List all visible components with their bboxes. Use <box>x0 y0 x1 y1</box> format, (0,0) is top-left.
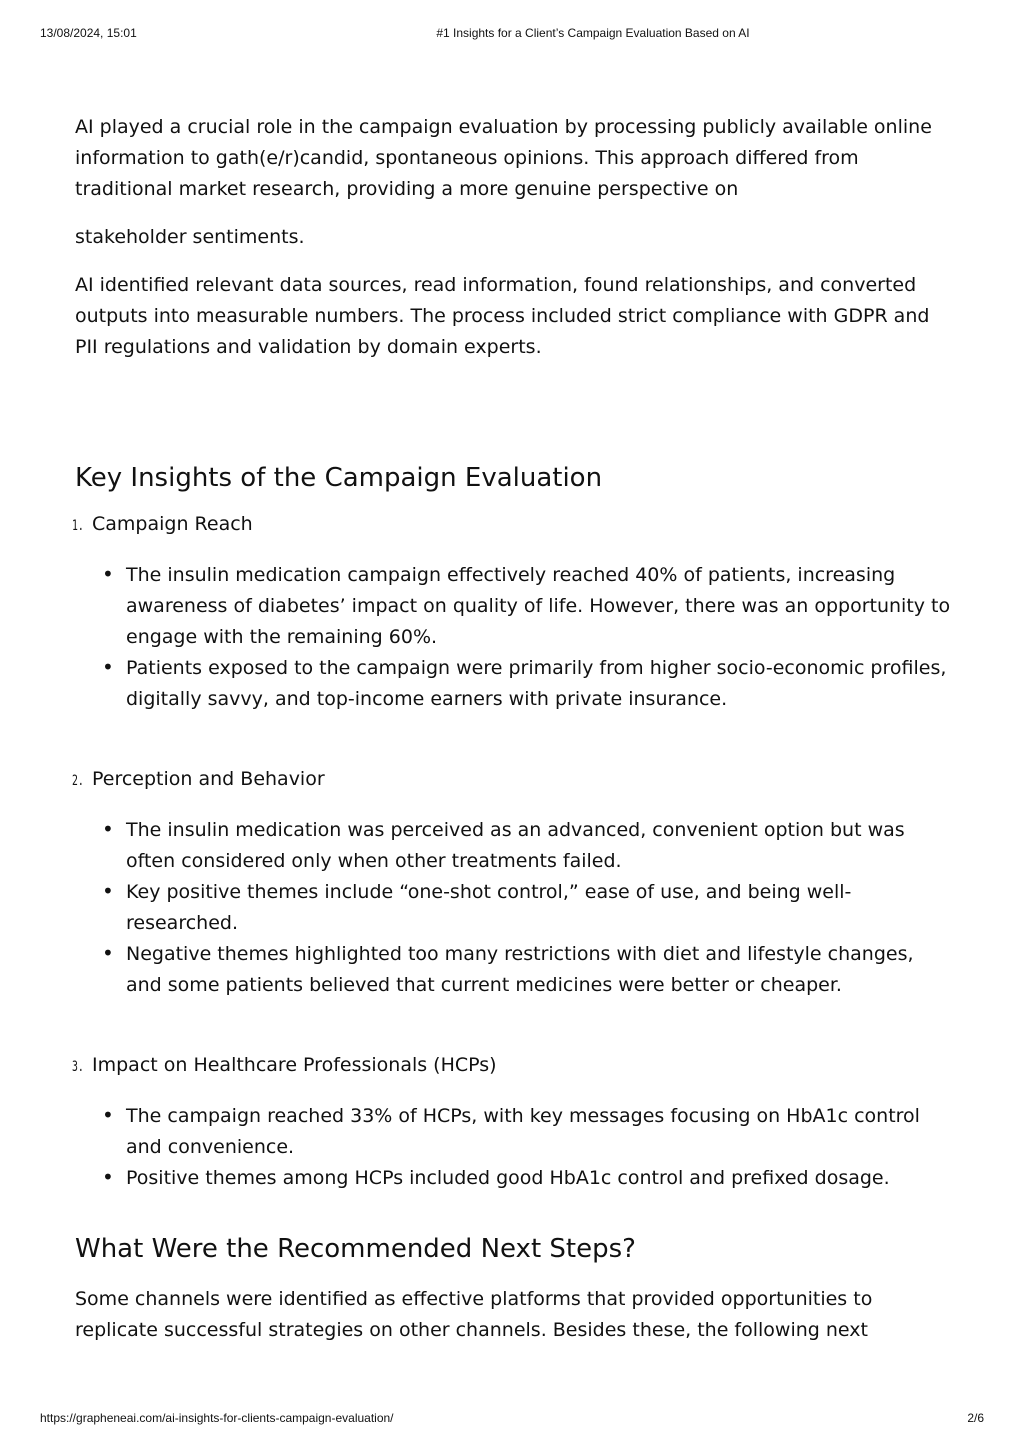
intro-paragraph-2: stakeholder sentiments. <box>75 226 305 248</box>
section-title: Impact on Healthcare Professionals (HCPs) <box>92 1054 497 1076</box>
list-item: • Negative themes highlighted too many restrictions with diet and lifestyle changes, and some patients believed that current medicines were better or cheaper. <box>75 939 955 1001</box>
print-page-number: 2/6 <box>967 1411 984 1425</box>
list-item: • Patients exposed to the campaign were primarily from higher socio-economic profiles, digitally savvy, and top-income earners with private insurance. <box>75 653 955 715</box>
list-item: • Positive themes among HCPs included good HbA1c control and prefixed dosage. <box>75 1163 955 1194</box>
print-page-title: #1 Insights for a Client’s Campaign Evaluation Based on AI <box>436 26 750 40</box>
bullet-icon: • <box>102 562 114 586</box>
section-heading-hcp-impact <box>72 1050 955 1083</box>
list-item: • The campaign reached 33% of HCPs, with key messages focusing on HbA1c control and convenience. <box>75 1101 955 1163</box>
next-steps-paragraph: Some channels were identified as effective platforms that provided opportunities to replicate successful strategies on other channels. Besides these, the following next <box>75 1288 873 1341</box>
section-number: 1. <box>72 518 84 534</box>
list-item: • The insulin medication campaign effectively reached 40% of patients, increasing awareness of diabetes’ impact on quality of life. However, there was an opportunity to engage with the remaining 60%. <box>75 560 955 653</box>
print-date: 13/08/2024, 15:01 <box>40 26 137 40</box>
print-url: https://grapheneai.com/ai-insights-for-clients-campaign-evaluation/ <box>40 1411 394 1425</box>
intro-paragraph-1: AI played a crucial role in the campaign evaluation by processing publicly available online information to gath(e/r)candid, spontaneous opinions. This approach differed from traditional market research, providing a more genuine perspective on <box>75 116 932 200</box>
bullet-icon: • <box>102 1103 114 1127</box>
perception-behavior-list <box>75 815 955 1001</box>
hcp-impact-list <box>75 1101 955 1194</box>
bullet-icon: • <box>102 1165 114 1189</box>
article-content <box>72 112 955 1346</box>
section-heading-perception-behavior <box>72 764 955 797</box>
section-title: Campaign Reach <box>92 513 253 535</box>
section-number: 2. <box>72 773 84 789</box>
bullet-icon: • <box>102 941 114 965</box>
bullet-icon: • <box>102 655 114 679</box>
intro-paragraph-3: AI identified relevant data sources, read information, found relationships, and converted outputs into measurable numbers. The process included strict compliance with GDPR and PII regulations and validation by domain experts. <box>75 274 930 358</box>
bullet-icon: • <box>102 817 114 841</box>
section-title: Perception and Behavior <box>92 768 325 790</box>
bullet-icon: • <box>102 879 114 903</box>
section-heading-campaign-reach <box>72 509 955 542</box>
next-steps-heading: What Were the Recommended Next Steps? <box>75 1234 636 1264</box>
key-insights-heading: Key Insights of the Campaign Evaluation <box>75 463 603 493</box>
list-item: • The insulin medication was perceived as an advanced, convenient option but was often considered only when other treatments failed. <box>75 815 955 877</box>
campaign-reach-list <box>75 560 955 715</box>
section-number: 3. <box>72 1059 84 1075</box>
list-item: • Key positive themes include “one-shot control,” ease of use, and being well-researched. <box>75 877 955 939</box>
